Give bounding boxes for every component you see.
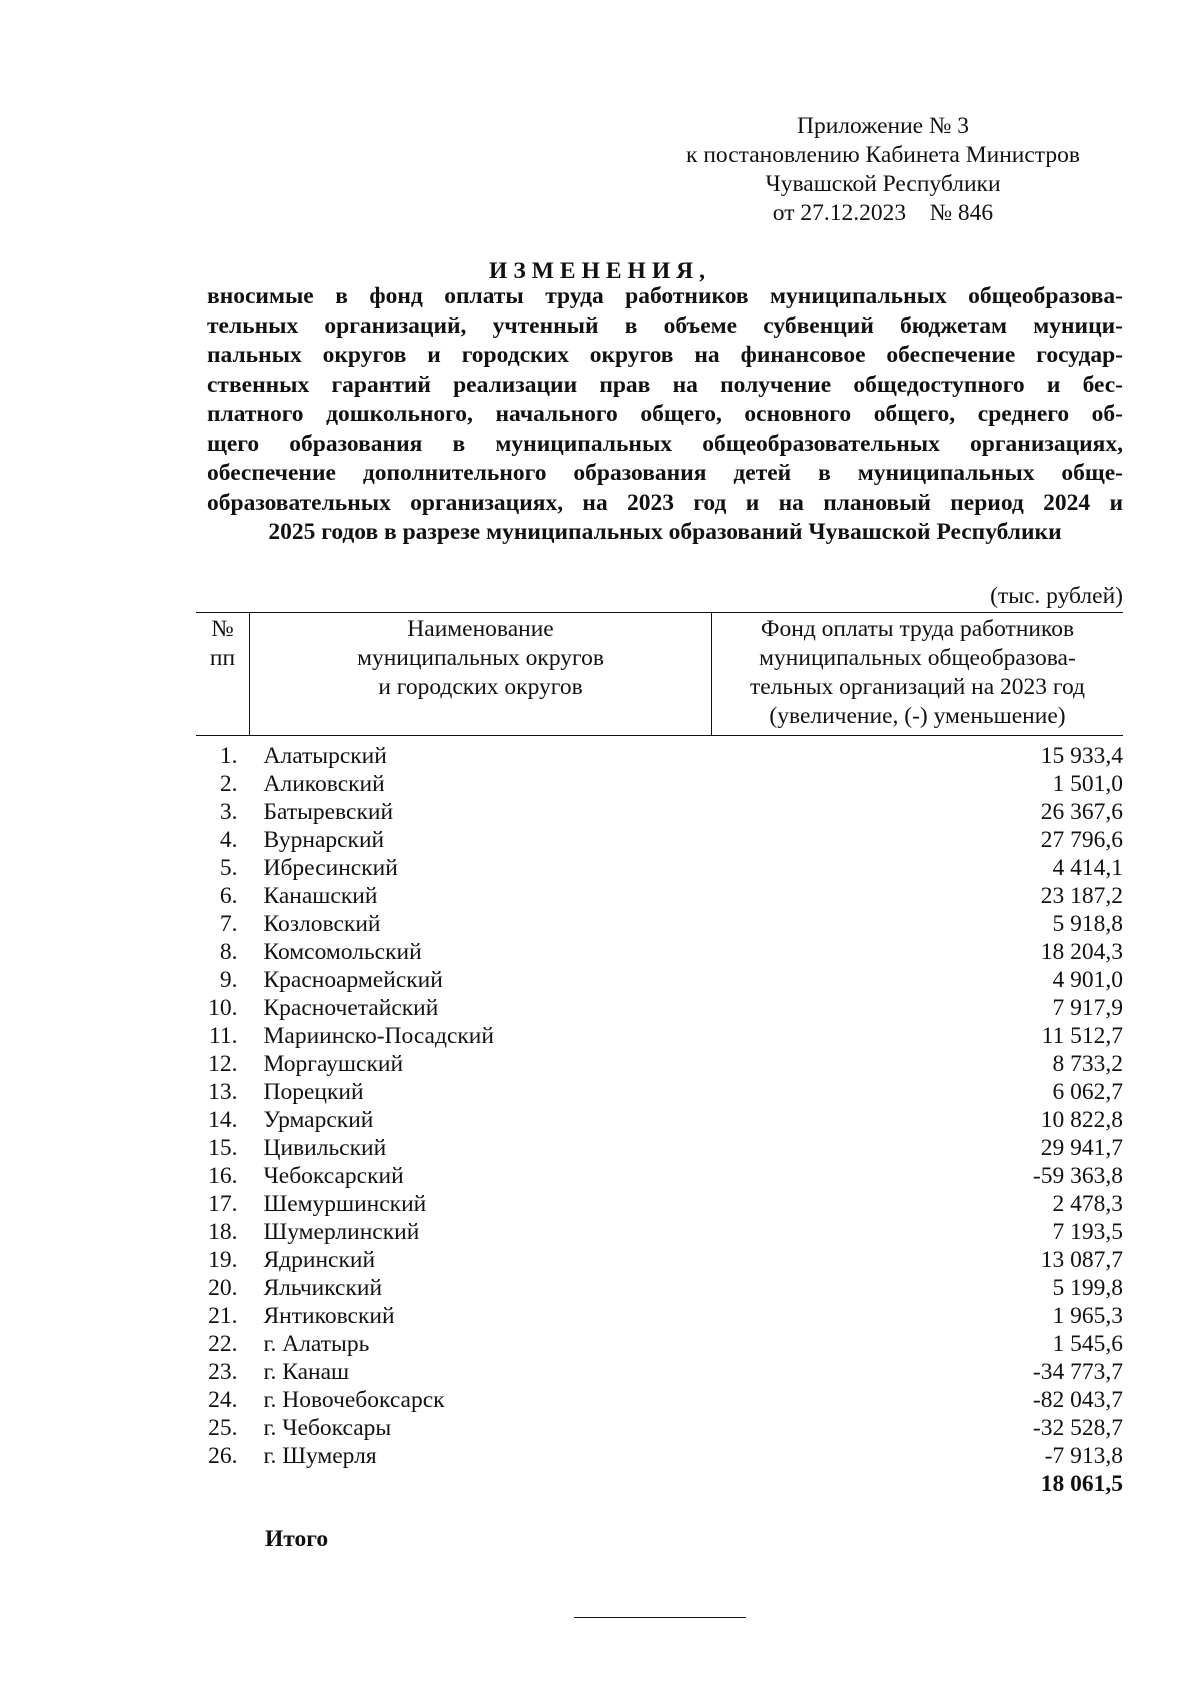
table-row xyxy=(196,1050,1123,1078)
total-empty-cell xyxy=(196,1470,250,1498)
row-number: 2. xyxy=(219,771,238,797)
appendix-line-3: Чувашской Республики xyxy=(765,171,1001,197)
row-number: 20. xyxy=(208,1275,238,1301)
footer-rule xyxy=(574,1617,746,1618)
row-number: 17. xyxy=(208,1191,238,1217)
row-number: 19. xyxy=(208,1247,238,1273)
row-value: 15 933,4 xyxy=(1040,743,1123,769)
row-number: 10. xyxy=(208,995,238,1021)
row-municipality: Моргаушский xyxy=(263,1051,404,1077)
row-municipality: Порецкий xyxy=(263,1079,364,1105)
row-value: 8 733,2 xyxy=(1052,1051,1123,1077)
appendix-block xyxy=(648,112,1118,228)
table-row xyxy=(196,938,1123,966)
row-number: 16. xyxy=(208,1163,238,1189)
row-value: 13 087,7 xyxy=(1040,1247,1123,1273)
subtitle-line: пальных округов и городских округов на финансовое обеспечение государ- xyxy=(207,342,1123,368)
row-municipality: Канашский xyxy=(263,883,378,909)
row-municipality: Ибресинский xyxy=(263,855,398,881)
row-number: 9. xyxy=(219,967,238,993)
row-value: 23 187,2 xyxy=(1040,883,1123,909)
appendix-line-4: от 27.12.2023 № 846 xyxy=(772,200,994,226)
row-value: 11 512,7 xyxy=(1041,1023,1123,1049)
row-number: 8. xyxy=(219,939,238,965)
row-number: 7. xyxy=(219,911,238,937)
table-row xyxy=(196,910,1123,938)
row-value: 26 367,6 xyxy=(1040,799,1123,825)
table-row xyxy=(196,1134,1123,1162)
subtitle-line: ственных гарантий реализации прав на получение общедоступного и бес- xyxy=(207,371,1123,398)
row-value: 1 965,3 xyxy=(1052,1303,1123,1329)
row-number: 12. xyxy=(208,1051,238,1077)
appendix-line-2: к постановлению Кабинета Министров xyxy=(686,142,1080,168)
row-value: 18 204,3 xyxy=(1040,939,1123,965)
row-municipality: Мариинско-Посадский xyxy=(263,1023,494,1049)
subtitle-line: платного дошкольного, начального общего, основного общего, среднего об- xyxy=(207,401,1123,427)
row-number: 21. xyxy=(208,1303,238,1329)
row-value: 5 918,8 xyxy=(1052,911,1123,937)
row-number: 5. xyxy=(219,855,238,881)
row-value: -32 528,7 xyxy=(1032,1415,1123,1441)
row-value: 5 199,8 xyxy=(1052,1275,1123,1301)
table-row xyxy=(196,770,1123,798)
row-municipality: Яльчикский xyxy=(263,1275,383,1301)
row-number: 4. xyxy=(219,827,238,853)
row-municipality: г. Шумерля xyxy=(263,1443,377,1469)
row-value: 29 941,7 xyxy=(1040,1135,1123,1161)
table-row xyxy=(196,1190,1123,1218)
row-number: 24. xyxy=(208,1387,238,1413)
row-value: 4 414,1 xyxy=(1052,855,1123,881)
row-municipality: г. Новочебоксарск xyxy=(263,1387,445,1413)
row-number: 25. xyxy=(208,1415,238,1441)
row-value: -82 043,7 xyxy=(1032,1387,1123,1413)
header-number-line: пп xyxy=(209,645,236,671)
header-number-line: № xyxy=(211,616,234,642)
row-municipality: Вурнарский xyxy=(263,827,385,853)
subtitle-line: 2025 годов в разрезе муниципальных образований Чувашской Республики xyxy=(268,519,1062,545)
table-row xyxy=(196,1078,1123,1106)
row-number: 23. xyxy=(208,1359,238,1385)
subtitle-line: щего образования в муниципальных общеобразовательных организациях, xyxy=(207,430,1123,457)
row-municipality: Козловский xyxy=(263,911,381,937)
table-row xyxy=(196,1106,1123,1134)
table-row xyxy=(196,1162,1123,1190)
document-title: ИЗМЕНЕНИЯ, xyxy=(489,258,711,284)
row-value: 4 901,0 xyxy=(1052,967,1123,993)
table-row xyxy=(196,854,1123,882)
row-municipality: Урмарский xyxy=(263,1107,374,1133)
table-total-row xyxy=(196,1470,1123,1498)
subtitle-line: образовательных организациях, на 2023 год и на плановый период 2024 и xyxy=(207,489,1123,516)
row-municipality: Цивильский xyxy=(263,1135,387,1161)
header-number xyxy=(196,613,250,736)
row-municipality: Красночетайский xyxy=(263,995,439,1021)
table-row xyxy=(196,1022,1123,1050)
row-value: -34 773,7 xyxy=(1032,1359,1123,1385)
row-municipality: Шемуршинский xyxy=(263,1191,427,1217)
row-municipality: г. Канаш xyxy=(263,1359,350,1385)
row-number: 26. xyxy=(208,1443,238,1469)
row-value: 6 062,7 xyxy=(1052,1079,1123,1105)
header-fund xyxy=(712,613,1124,736)
header-name-line: муниципальных округов xyxy=(357,645,604,671)
table-row xyxy=(196,798,1123,826)
row-value: 7 193,5 xyxy=(1052,1219,1123,1245)
row-number: 3. xyxy=(219,799,238,825)
table-row xyxy=(196,1386,1123,1414)
document-subtitle xyxy=(207,282,1123,548)
table-row xyxy=(196,1274,1123,1302)
row-number: 13. xyxy=(208,1079,238,1105)
table-row xyxy=(196,1246,1123,1274)
row-municipality: г. Чебоксары xyxy=(263,1415,392,1441)
header-name-line: Наименование xyxy=(407,616,554,642)
table-row xyxy=(196,1358,1123,1386)
table-row xyxy=(196,1442,1123,1470)
table-row xyxy=(196,736,1123,771)
table-header-row xyxy=(196,613,1123,736)
row-municipality: Шумерлинский xyxy=(263,1219,420,1245)
header-fund-line: тельных организаций на 2023 год xyxy=(749,674,1085,700)
row-number: 11. xyxy=(208,1023,238,1049)
header-name-line: и городских округов xyxy=(378,674,583,700)
table-row xyxy=(196,1302,1123,1330)
row-municipality: Ядринский xyxy=(263,1247,376,1273)
header-fund-line: (увеличение, (-) уменьшение) xyxy=(769,703,1066,729)
row-number: 14. xyxy=(208,1107,238,1133)
table-row xyxy=(196,826,1123,854)
row-number: 18. xyxy=(208,1219,238,1245)
row-number: 1. xyxy=(219,743,238,769)
row-municipality: Аликовский xyxy=(263,771,385,797)
row-value: 1 501,0 xyxy=(1052,771,1123,797)
total-empty-cell xyxy=(250,1470,712,1498)
table-row xyxy=(196,994,1123,1022)
table-row xyxy=(196,1218,1123,1246)
data-table xyxy=(196,612,1123,1498)
total-label: Итого xyxy=(265,1526,329,1552)
table-row xyxy=(196,882,1123,910)
row-value: -7 913,8 xyxy=(1044,1443,1123,1469)
header-fund-line: Фонд оплаты труда работников xyxy=(760,616,1075,642)
row-value: 2 478,3 xyxy=(1052,1191,1123,1217)
subtitle-line: обеспечение дополнительного образования детей в муниципальных обще- xyxy=(207,460,1123,486)
row-value: 27 796,6 xyxy=(1040,827,1123,853)
row-municipality: Чебоксарский xyxy=(263,1163,404,1189)
row-municipality: г. Алатырь xyxy=(263,1331,370,1357)
row-municipality: Янтиковский xyxy=(263,1303,395,1329)
row-number: 22. xyxy=(208,1331,238,1357)
header-name xyxy=(250,613,712,736)
subtitle-line: вносимые в фонд оплаты труда работников муниципальных общеобразова- xyxy=(207,283,1123,309)
row-municipality: Алатырский xyxy=(263,743,387,769)
row-municipality: Батыревский xyxy=(263,799,394,825)
units-label: (тыс. рублей) xyxy=(990,583,1123,609)
row-municipality: Комсомольский xyxy=(263,939,422,965)
table-body xyxy=(196,736,1123,1499)
row-value: 10 822,8 xyxy=(1040,1107,1123,1133)
total-value: 18 061,5 xyxy=(1040,1471,1123,1497)
row-number: 15. xyxy=(208,1135,238,1161)
header-fund-line: муниципальных общеобразова- xyxy=(759,645,1076,671)
row-number: 6. xyxy=(219,883,238,909)
row-value: -59 363,8 xyxy=(1032,1163,1123,1189)
row-value: 7 917,9 xyxy=(1052,995,1123,1021)
table-row xyxy=(196,966,1123,994)
subtitle-line: тельных организаций, учтенный в объеме субвенций бюджетам муници- xyxy=(207,312,1123,339)
appendix-line-1: Приложение № 3 xyxy=(796,113,970,139)
table-row xyxy=(196,1330,1123,1358)
row-municipality: Красноармейский xyxy=(263,967,443,993)
row-value: 1 545,6 xyxy=(1052,1331,1123,1357)
table-row xyxy=(196,1414,1123,1442)
